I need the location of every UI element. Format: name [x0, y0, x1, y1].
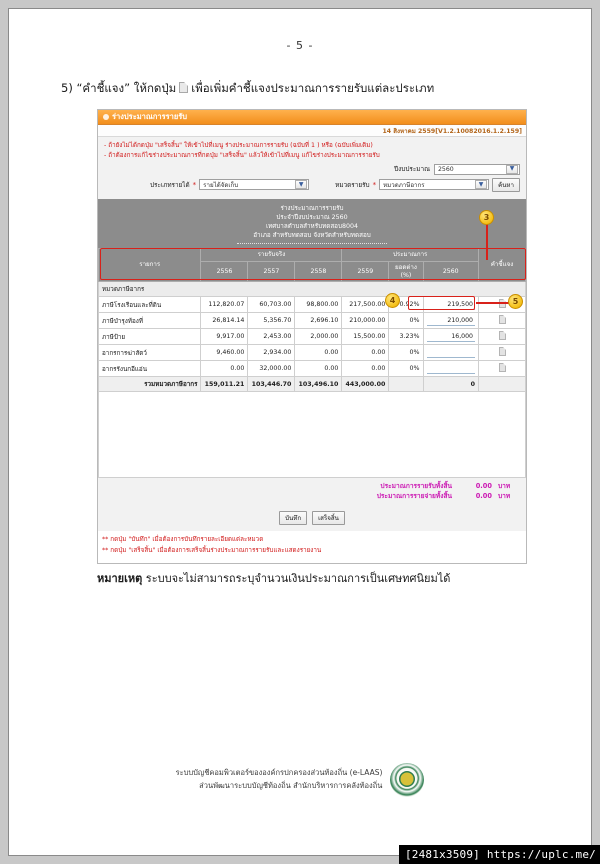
app-window	[97, 109, 527, 564]
total-2557: 103,446.70	[248, 377, 295, 392]
row-name: ภาษีโรงเรือนและที่ดิน	[99, 297, 201, 313]
cell-2559: 0.00	[342, 361, 389, 377]
revenue-category-value: หมวดภาษีอากร	[383, 181, 425, 189]
callout-3: 3	[479, 210, 494, 225]
total-receipt-value: 0.00	[475, 482, 492, 491]
app-title: ร่างประมาณการรายรับ	[112, 112, 188, 121]
estimate-input[interactable]: 16,000	[427, 332, 476, 342]
table-total-row	[99, 377, 526, 392]
col-clarification: คำชี้แจง	[479, 249, 526, 282]
revenue-category-group	[335, 178, 520, 192]
table-container	[98, 248, 526, 478]
cell-2558: 2,696.10	[295, 313, 342, 329]
table-group-row	[99, 282, 526, 297]
chevron-down-icon: ▼	[506, 165, 518, 174]
cell-2558: 2,000.00	[295, 329, 342, 345]
total-payment-unit: บาท	[498, 492, 511, 501]
cell-2560-input[interactable]	[423, 361, 479, 377]
filter-selects-row	[104, 178, 520, 192]
col-group-actual: รายรับจริง	[201, 249, 342, 262]
top-note-2: - ถ้าต้องการแก้ไขร่างประมาณการที่กดปุ่ม "เสร็จสิ้น" แล้วให้เข้าไปที่เมนู แก้ไขร่างประมาณการรายรับ	[104, 151, 380, 159]
chevron-down-icon: ▼	[475, 180, 487, 189]
fiscal-year-select[interactable]	[434, 164, 520, 175]
cell-2560-input[interactable]	[423, 313, 479, 329]
col-group-estimate: ประมาณการ	[342, 249, 479, 262]
cell-2558: 0.00	[295, 361, 342, 377]
table-row	[99, 297, 526, 313]
report-org-name: เทศบาลตำบลสำหรับทดสอบ8004	[266, 222, 358, 230]
cell-2556: 112,820.07	[201, 297, 248, 313]
total-2560: 0	[423, 377, 479, 392]
income-type-value: รายได้จัดเก็บ	[203, 181, 239, 189]
cell-2559: 210,000.00	[342, 313, 389, 329]
cell-difference: 0.92%	[389, 297, 423, 313]
watermark: [2481x3509] https://uplc.me/	[399, 845, 600, 864]
row-name: ภาษีป้าย	[99, 329, 201, 345]
estimate-input[interactable]	[427, 348, 476, 358]
total-2559: 443,000.00	[342, 377, 389, 392]
col-2556: 2556	[201, 261, 248, 282]
estimate-input[interactable]: 219,500	[427, 300, 476, 310]
total-2558: 103,496.10	[295, 377, 342, 392]
cell-2559: 15,500.00	[342, 329, 389, 345]
cell-2557: 60,703.00	[248, 297, 295, 313]
estimate-input[interactable]: 210,000	[427, 316, 476, 326]
bottom-note-2: ** กดปุ่ม "เสร็จสิ้น" เมื่อต้องการเสร็จสิ้นร่างประมาณการรายรับและแสดงรายงาน	[102, 547, 322, 555]
col-difference-percent: ยอดต่าง (%)	[389, 261, 423, 282]
step-text-before: 5) “คำชี้แจง” ให้กดปุ่ม	[61, 81, 177, 95]
step-text-after: เพื่อเพิ่มคำชี้แจงประมาณการรายรับแต่ละประเภท	[191, 81, 435, 95]
action-button-bar	[98, 504, 526, 531]
total-payment-label: ประมาณการรายจ่ายทั้งสิ้น	[376, 492, 452, 501]
total-payment-row	[106, 492, 518, 502]
required-asterisk-icon: *	[372, 180, 377, 189]
cell-2557: 2,453.00	[248, 329, 295, 345]
budget-table	[98, 248, 526, 392]
total-receipt-label: ประมาณการรายรับทั้งสิ้น	[380, 482, 452, 491]
report-location: อำเภอ สำหรับทดสอบ จังหวัดสำหรับทดสอบ	[253, 231, 371, 239]
page-number: - 5 -	[286, 39, 314, 52]
summary-area	[98, 478, 526, 504]
cell-2556: 26,814.14	[201, 313, 248, 329]
clarification-cell[interactable]	[479, 361, 526, 377]
table-row	[99, 345, 526, 361]
cell-2557: 32,000.00	[248, 361, 295, 377]
col-2557: 2557	[248, 261, 295, 282]
row-name: อากรรังนกอีแอ่น	[99, 361, 201, 377]
bullet-icon	[103, 114, 109, 120]
version-bar	[98, 125, 526, 137]
app-titlebar	[98, 110, 526, 125]
clarification-document-icon[interactable]	[499, 347, 506, 356]
cell-2556: 9,460.00	[201, 345, 248, 361]
total-clarification-cell	[479, 377, 526, 392]
cell-2559: 0.00	[342, 345, 389, 361]
revenue-category-select[interactable]	[379, 179, 489, 190]
cell-2560-input[interactable]	[423, 345, 479, 361]
total-payment-value: 0.00	[475, 492, 492, 501]
group-label: หมวดภาษีอากร	[99, 282, 526, 297]
fiscal-year-label: ปีงบประมาณ	[394, 165, 430, 173]
cell-2558: 98,800.00	[295, 297, 342, 313]
document-page	[8, 8, 592, 856]
required-asterisk-icon: *	[192, 180, 197, 189]
cell-2556: 9,917.00	[201, 329, 248, 345]
save-button[interactable]: บันทึก	[279, 511, 307, 525]
step-instruction	[9, 80, 591, 97]
document-icon	[179, 82, 188, 93]
chevron-down-icon: ▼	[295, 180, 307, 189]
remark-text: ระบบจะไม่สามารถระบุจำนวนเงินประมาณการเป็นเศษทศนิยมได้	[145, 572, 451, 585]
cell-2556: 0.00	[201, 361, 248, 377]
report-header	[98, 199, 526, 249]
estimate-input[interactable]	[427, 364, 476, 374]
page-footer	[9, 763, 591, 797]
clarification-document-icon[interactable]	[499, 315, 506, 324]
total-receipt-unit: บาท	[498, 482, 511, 491]
footer-line-2: ส่วนพัฒนาระบบบัญชีท้องถิ่น สำนักบริหารการคลังท้องถิ่น	[199, 781, 383, 790]
col-2560: 2560	[423, 261, 479, 282]
income-type-group	[150, 179, 309, 190]
search-button[interactable]: ค้นหา	[492, 178, 520, 192]
filter-area	[98, 163, 526, 199]
table-row	[99, 361, 526, 377]
callout-5: 5	[508, 294, 523, 309]
table-empty-area	[98, 392, 526, 478]
report-fiscal-year: ประจำปีงบประมาณ 2560	[276, 213, 348, 221]
cell-2557: 2,934.00	[248, 345, 295, 361]
footer-text	[176, 767, 383, 793]
footer-line-1: ระบบบัญชีคอมพิวเตอร์ขององค์กรปกครองส่วนท้องถิ่น (e-LAAS)	[175, 768, 383, 778]
finish-button[interactable]: เสร็จสิ้น	[312, 511, 345, 525]
cell-2560-input[interactable]	[423, 329, 479, 345]
table-header-row-1	[99, 249, 526, 262]
row-name: ภาษีบำรุงท้องที่	[99, 313, 201, 329]
clarification-cell[interactable]	[479, 313, 526, 329]
income-type-label: ประเภทรายได้	[150, 180, 190, 189]
leader-line-3	[486, 222, 488, 260]
col-item: รายการ	[99, 249, 201, 282]
total-receipt-row	[106, 482, 518, 492]
callout-4: 4	[385, 293, 400, 308]
leader-line-5	[476, 302, 510, 304]
cell-difference: 3.23%	[389, 329, 423, 345]
version-text: 14 สิงหาคม 2559[V1.2.10082016.1.2.159]	[382, 127, 522, 135]
table-body	[99, 282, 526, 392]
remark-line	[97, 569, 450, 587]
fiscal-year-row	[104, 164, 520, 175]
income-type-select[interactable]	[199, 179, 309, 190]
col-2558: 2558	[295, 261, 342, 282]
top-notes	[98, 137, 526, 163]
cell-difference: 0%	[389, 313, 423, 329]
clarification-cell[interactable]	[479, 345, 526, 361]
cell-2557: 5,356.70	[248, 313, 295, 329]
total-label: รวมหมวดภาษีอากร	[99, 377, 201, 392]
table-row	[99, 313, 526, 329]
table-row	[99, 329, 526, 345]
clarification-document-icon[interactable]	[499, 331, 506, 340]
bottom-note-1: ** กดปุ่ม "บันทึก" เมื่อต้องการบันทึกรายละเอียดแต่ละหมวด	[102, 536, 264, 544]
fiscal-year-value: 2560	[438, 165, 454, 173]
clarification-cell[interactable]	[479, 329, 526, 345]
remark-label: หมายเหตุ	[97, 572, 143, 585]
cell-2560-input[interactable]	[423, 297, 479, 313]
total-difference	[389, 377, 423, 392]
total-2556: 159,011.21	[201, 377, 248, 392]
report-title: ร่างประมาณการรายรับ	[280, 204, 344, 212]
cell-2558: 0.00	[295, 345, 342, 361]
row-name: อากรการฆ่าสัตว์	[99, 345, 201, 361]
col-2559: 2559	[342, 261, 389, 282]
top-note-1: - ถ้ายังไม่ได้กดปุ่ม "เสร็จสิ้น" ให้เข้าไปที่เมนู ร่างประมาณการรายรับ (ฉบับที่ 1 ) หรือ (ฉบับเพิ่มเติม)	[104, 142, 373, 149]
clarification-document-icon[interactable]	[499, 363, 506, 372]
clarification-document-icon[interactable]	[499, 299, 506, 308]
government-seal-icon	[390, 763, 424, 797]
cell-difference: 0%	[389, 345, 423, 361]
cell-difference: 0%	[389, 361, 423, 377]
divider	[237, 243, 387, 244]
revenue-category-label: หมวดรายรับ	[335, 180, 370, 189]
cell-2559: 217,500.00	[342, 297, 389, 313]
bottom-notes	[98, 531, 526, 563]
